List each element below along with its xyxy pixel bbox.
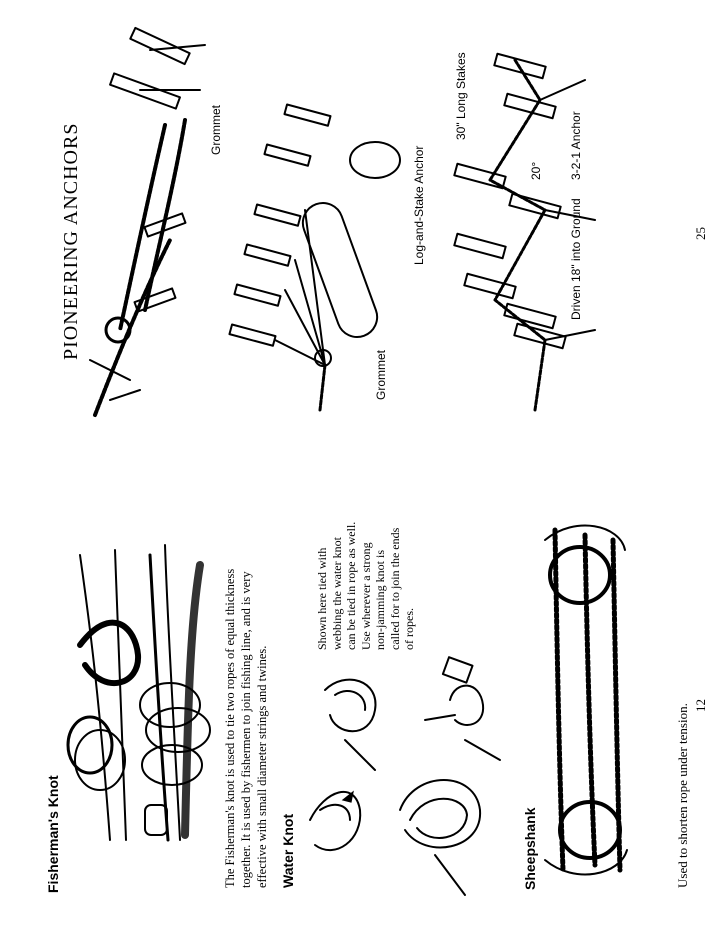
sheepshank-illustration: [535, 520, 635, 880]
fishermans-knot-illustration: [60, 545, 230, 845]
grommet-anchor-illustration: [90, 30, 240, 420]
sheepshank-body: Used to shorten rope under tension.: [675, 703, 690, 888]
water-knot-heading: Water Knot: [280, 813, 296, 888]
right-page-number: 25: [693, 227, 708, 240]
fishermans-knot-text: The Fisherman's knot is used to tie two ropes of equal thickness together. It is used by fishermen to join fishing line, and is very effective with small diameter strings and twines.: [223, 568, 269, 888]
anchor-321-illustration: [435, 40, 605, 420]
log-and-stake-illustration: [225, 90, 425, 410]
log-stake-label: Log-and-Stake Anchor: [412, 145, 426, 265]
stakes-label: 30" Long Stakes: [454, 52, 468, 140]
driven-label: Driven 18" into Ground: [569, 198, 583, 320]
angle-label: 20°: [529, 161, 543, 180]
grommet-top-label: Grommet: [209, 104, 223, 155]
water-knot-caption: [315, 520, 417, 650]
water-knot-illustration: [305, 660, 515, 900]
grommet-mid-label: Grommet: [374, 349, 388, 400]
fishermans-knot-heading: Fisherman's Knot: [45, 775, 61, 893]
left-page-number: 12: [693, 699, 708, 712]
pioneering-anchors-title: PIONEERING ANCHORS: [60, 122, 82, 360]
water-knot-text: Shown here tied with webbing the water knot can be tied in rope as well. Use wherever a strong non-jamming knot is called for to join the ends of ropes.: [315, 521, 416, 650]
sheepshank-heading: Sheepshank: [522, 807, 538, 890]
anchor-321-label: 3-2-1 Anchor: [569, 111, 583, 180]
